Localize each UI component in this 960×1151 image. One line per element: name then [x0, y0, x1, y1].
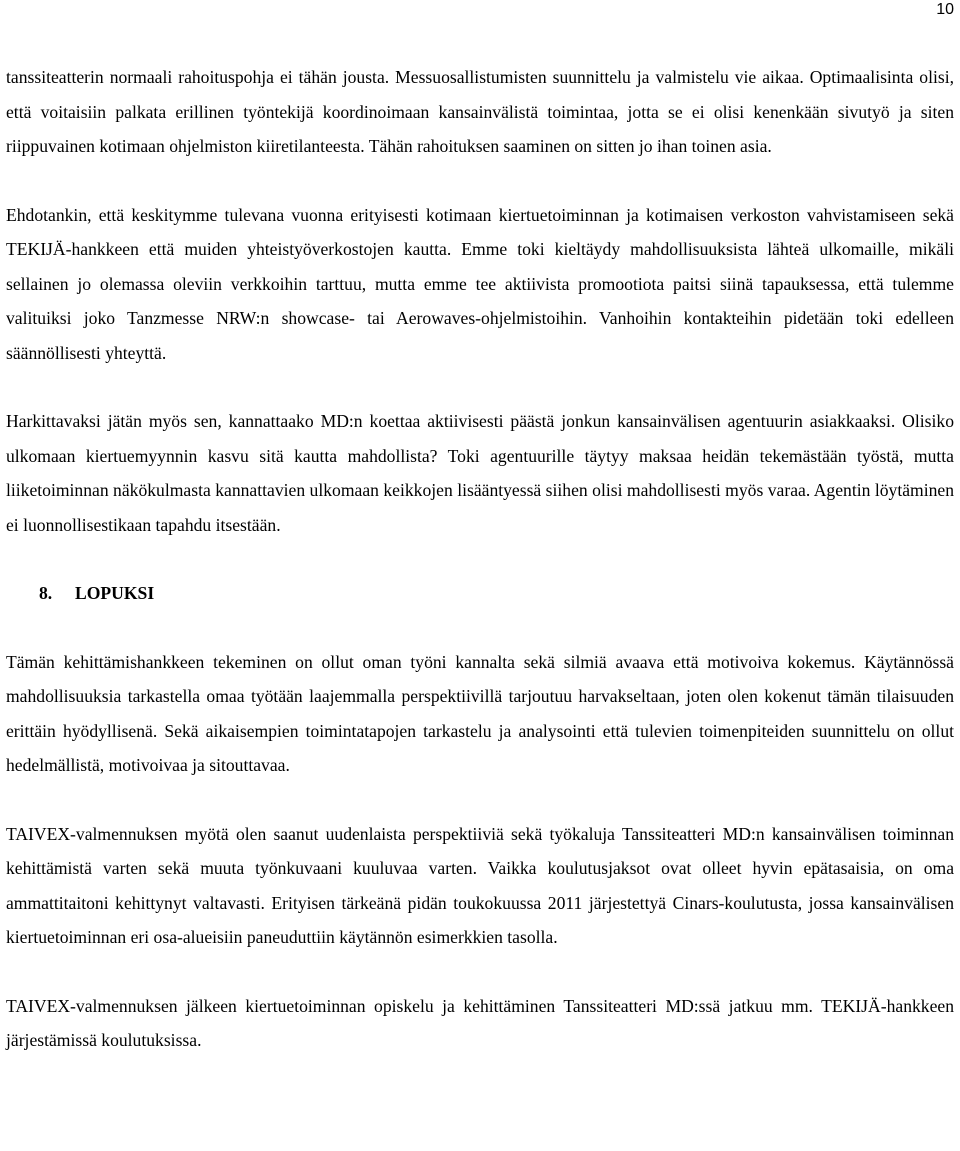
section-number: 8.	[39, 583, 53, 603]
paragraph-1: tanssiteatterin normaali rahoituspohja ei tähän jousta. Messuosallistumisten suunnittelu ja valmistelu vie aikaa. Optimaalisinta olisi, että voitaisiin palkata erillinen työntekijä koordinoimaan kansainvälistä toimintaa, jotta se ei olisi kenenkään sivutyö ja siten riippuvainen kotimaan ohjelmiston kiiretilanteesta. Tähän rahoituksen saaminen on sitten jo ihan toinen asia.	[6, 67, 954, 156]
document-body	[6, 60, 954, 1058]
page-number: 10	[936, 1, 954, 18]
section-heading	[6, 576, 954, 611]
paragraph-4: Tämän kehittämishankkeen tekeminen on ollut oman työni kannalta sekä silmiä avaava että motivoiva kokemus. Käytännössä mahdollisuuksia tarkastella omaa työtään laajemmalla perspektiivillä tarjoutuu harvakseltaan, joten olen kokenut tämän tilaisuuden erittäin hyödyllisenä. Sekä aikaisempien toimintatapojen tarkastelu ja analysointi että tulevien toimenpiteiden suunnittelu on ollut hedelmällistä, motivoivaa ja sitouttavaa.	[6, 651, 954, 775]
paragraph-6: TAIVEX-valmennuksen jälkeen kiertuetoiminnan opiskelu ja kehittäminen Tanssiteatteri MD:ssä jatkuu mm. TEKIJÄ-hankkeen järjestämissä koulutuksissa.	[6, 995, 954, 1050]
paragraph-2: Ehdotankin, että keskitymme tulevana vuonna erityisesti kotimaan kiertuetoiminnan ja kotimaisen verkoston vahvistamiseen sekä TEKIJÄ-hankkeen että muiden yhteistyöverkostojen kautta. Emme toki kieltäydy mahdollisuuksista lähteä ulkomaille, mikäli sellainen jo olemassa oleviin verkkoihin tarttuu, mutta emme tee aktiivista promootiota paitsi siinä tapauksessa, että tulemme valituiksi joko Tanzmesse NRW:n showcase- tai Aerowaves-ohjelmistoihin. Vanhoihin kontakteihin pidetään toki edelleen säännöllisesti yhteyttä.	[6, 204, 954, 363]
section-title: LOPUKSI	[75, 583, 155, 603]
paragraph-3: Harkittavaksi jätän myös sen, kannattaako MD:n koettaa aktiivisesti päästä jonkun kansainvälisen agentuurin asiakkaaksi. Olisiko ulkomaan kiertuemyynnin kasvu sitä kautta mahdollista? Toki agentuurille täytyy maksaa heidän tekemästään työstä, mutta liiketoiminnan näkökulmasta kannattavien ulkomaan keikkojen lisääntyessä siihen olisi mahdollisesti myös varaa. Agentin löytäminen ei luonnollisestikaan tapahdu itsestään.	[6, 411, 954, 535]
paragraph-5: TAIVEX-valmennuksen myötä olen saanut uudenlaista perspektiiviä sekä työkaluja Tanssiteatteri MD:n kansainvälisen toiminnan kehittämistä varten sekä muuta työnkuvaani kuuluvaa varten. Vaikka koulutusjaksot ovat olleet hyvin epätasaisia, on oma ammattitaitoni kehittynyt valtavasti. Erityisen tärkeänä pidän toukokuussa 2011 järjestettyä Cinars-koulutusta, jossa kansainvälisen kiertuetoiminnan eri osa-alueisiin paneuduttiin käytännön esimerkkien tasolla.	[6, 823, 954, 947]
